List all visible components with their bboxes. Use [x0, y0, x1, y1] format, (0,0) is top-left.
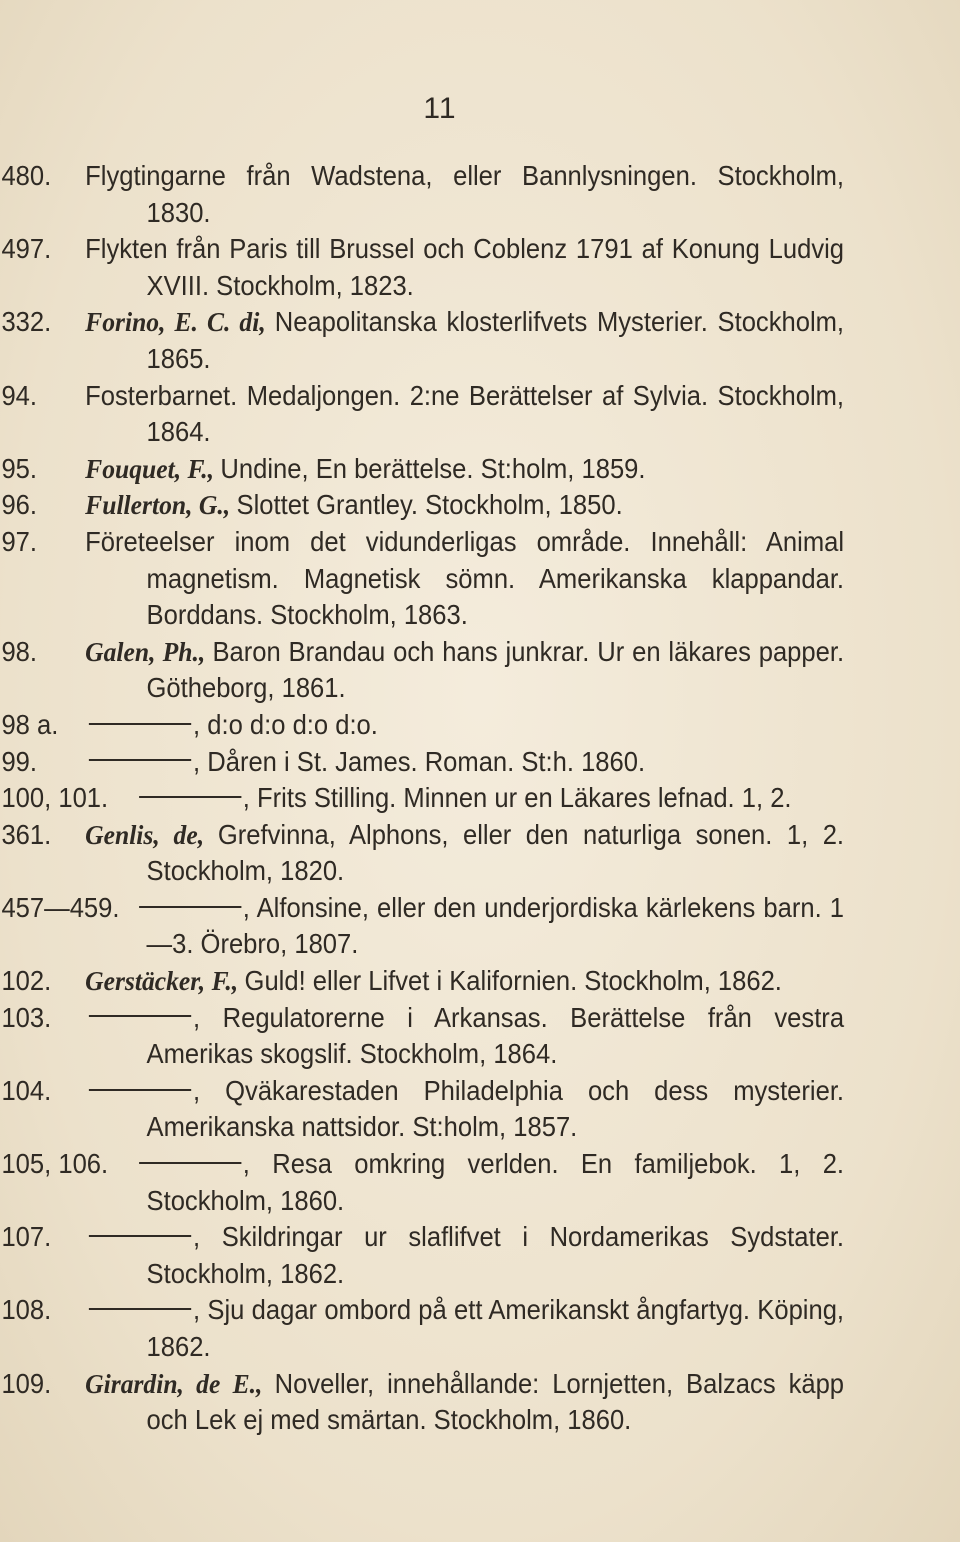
- entry-title: Slottet Grantley. Stockholm, 1850.: [236, 489, 623, 521]
- catalog-entry: 104. , Qväkarestaden Philadelphia och dess mysterier. Amerikanska nattsidor. St:holm, 1857.: [1, 1074, 845, 1143]
- ditto-rule: [89, 1235, 191, 1237]
- entry-author: Fouquet, F.,: [85, 452, 221, 484]
- catalog-entry: 96. Fullerton, G., Slottet Grantley. Stockholm, 1850.: [1, 489, 623, 521]
- entry-number: 100, 101.: [1, 782, 109, 814]
- entry-title: Undine, En berättelse. St:holm, 1859.: [220, 452, 646, 484]
- page-number: 11: [423, 92, 457, 125]
- ditto-rule: [89, 723, 191, 725]
- ditto-rule: [89, 1015, 191, 1017]
- catalog-entry: 108. , Sju dagar ombord på ett Amerikanskt ångfartyg. Köping, 1862.: [1, 1294, 845, 1362]
- ditto-rule: [139, 906, 241, 908]
- entry-author: Girardin, de E.,: [85, 1367, 275, 1399]
- ditto-rule: [89, 759, 191, 761]
- catalog-list: [1, 158, 845, 1439]
- catalog-entry: 94. Fosterbarnet. Medaljongen. 2:ne Berättelser af Sylvia. Stockholm, 1864.: [1, 379, 845, 448]
- ditto-rule: [89, 1089, 191, 1091]
- entry-number: 105, 106.: [1, 1148, 109, 1180]
- entry-title: , Sju dagar ombord på ett Amerikanskt ångfartyg. Köping, 1862.: [146, 1294, 845, 1362]
- entry-author: Gerstäcker, F.,: [85, 965, 245, 997]
- entry-author: Forino, E. C. di,: [85, 306, 275, 338]
- ditto-rule: [139, 1162, 241, 1164]
- entry-title: Fosterbarnet. Medaljongen. 2:ne Berättelser af Sylvia. Stockholm, 1864.: [85, 379, 845, 448]
- catalog-entry: 107. , Skildringar ur slaflifvet i Nordamerikas Sydstater. Stockholm, 1862.: [1, 1221, 845, 1289]
- entry-author: Galen, Ph.,: [85, 635, 213, 667]
- entry-number: 457—459.: [1, 891, 120, 923]
- catalog-entry: 98. Galen, Ph., Baron Brandau och hans junkrar. Ur en läkares papper. Götheborg, 1861.: [1, 635, 845, 704]
- catalog-entry: 99. , Dåren i St. James. Roman. St:h. 1860.: [1, 745, 646, 777]
- catalog-entry: 497. Flykten från Paris till Brussel och Coblenz 1791 af Konung Ludvig XVIII. Stockholm, 1823.: [1, 233, 845, 301]
- entry-title: , Dåren i St. James. Roman. St:h. 1860.: [193, 745, 646, 777]
- entry-title: Neapolitanska klosterlifvets Mysterier. Stockholm, 1865.: [146, 306, 845, 374]
- ditto-rule: [89, 1308, 191, 1310]
- catalog-entry: 361. Genlis, de, Grefvinna, Alphons, eller den naturliga sonen. 1, 2. Stockholm, 1820.: [1, 818, 845, 887]
- entry-title: , Qväkarestaden Philadelphia och dess mysterier. Amerikanska nattsidor. St:holm, 1857.: [146, 1074, 845, 1143]
- catalog-entry: 109. Girardin, de E., Noveller, innehållande: Lornjetten, Balzacs käpp och Lek ej med smärtan. Stockholm, 1860.: [1, 1367, 845, 1436]
- entry-title: , d:o d:o d:o d:o.: [193, 708, 378, 740]
- entry-title: Grefvinna, Alphons, eller den naturliga sonen. 1, 2. Stockholm, 1820.: [146, 818, 845, 887]
- entry-title: Noveller, innehållande: Lornjetten, Balzacs käpp och Lek ej med smärtan. Stockholm, 1860.: [146, 1367, 845, 1436]
- entry-title: Guld! eller Lifvet i Kalifornien. Stockholm, 1862.: [244, 965, 782, 997]
- entry-title: , Resa omkring verlden. En familjebok. 1, 2. Stockholm, 1860.: [146, 1148, 845, 1216]
- entry-author: Genlis, de,: [85, 818, 218, 850]
- catalog-entry: [1, 780, 844, 817]
- entry-title: , Regulatorerne i Arkansas. Berättelse från vestra Amerikas skogslif. Stockholm, 1864.: [146, 1001, 845, 1070]
- ditto-rule: [139, 796, 241, 798]
- catalog-entry: 332. Forino, E. C. di, Neapolitanska klosterlifvets Mysterier. Stockholm, 1865.: [1, 306, 845, 374]
- entry-title: Flykten från Paris till Brussel och Coblenz 1791 af Konung Ludvig XVIII. Stockholm, 1823.: [85, 233, 845, 301]
- entry-title: Företeelser inom det vidunderligas område. Innehåll: Animal magnetism. Magnetisk sömn. Amerikanska klappandar. Borddans. Stockholm, 1863.: [85, 525, 845, 631]
- catalog-entry: 103. , Regulatorerne i Arkansas. Berättelse från vestra Amerikas skogslif. Stockholm, 1864.: [1, 1001, 845, 1070]
- catalog-entry: 98 a. , d:o d:o d:o d:o.: [1, 708, 378, 740]
- entry-title: Flygtingarne från Wadstena, eller Bannlysningen. Stockholm, 1830.: [85, 160, 845, 228]
- catalog-entry: 480. Flygtingarne från Wadstena, eller Bannlysningen. Stockholm, 1830.: [1, 160, 845, 228]
- entry-title: , Skildringar ur slaflifvet i Nordamerikas Sydstater. Stockholm, 1862.: [146, 1221, 845, 1289]
- catalog-entry: [1, 1146, 845, 1219]
- catalog-entry: 95. Fouquet, F., Undine, En berättelse. St:holm, 1859.: [1, 452, 646, 484]
- entry-title: , Frits Stilling. Minnen ur en Läkares lefnad. 1, 2.: [242, 782, 792, 814]
- catalog-entry: [1, 890, 845, 963]
- entry-author: Fullerton, G.,: [85, 489, 237, 521]
- entry-title: Baron Brandau och hans junkrar. Ur en läkares papper. Götheborg, 1861.: [146, 635, 845, 704]
- catalog-entry: 97. Företeelser inom det vidunderligas område. Innehåll: Animal magnetism. Magnetisk sömn. Amerikanska klappandar. Borddans. Stockholm, 1863.: [1, 525, 845, 631]
- entry-title: , Alfonsine, eller den underjordiska kärlekens barn. 1—3. Örebro, 1807.: [146, 891, 845, 960]
- catalog-entry: 102. Gerstäcker, F., Guld! eller Lifvet i Kalifornien. Stockholm, 1862.: [1, 965, 782, 997]
